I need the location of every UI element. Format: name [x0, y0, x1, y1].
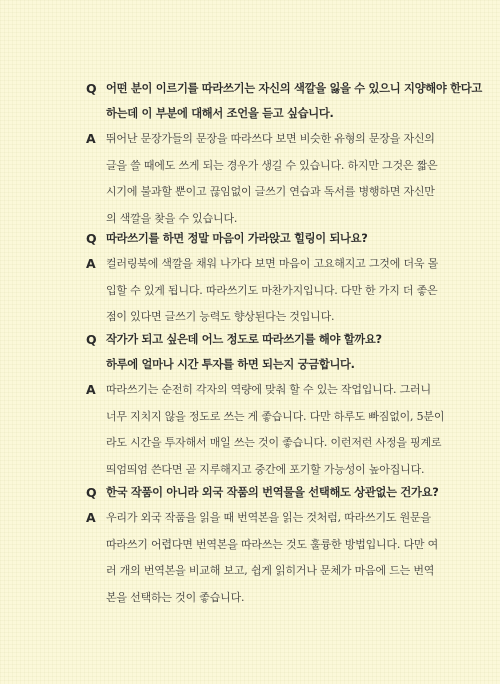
answer-line: 따라쓰기는 순전히 각자의 역량에 맞춰 할 수 있는 작업입니다. 그러니: [106, 383, 431, 396]
qa-block-4: [86, 480, 439, 611]
answer-line: 뛰어난 문장가들의 문장을 따라쓰다 보면 비슷한 유형의 문장을 자신의: [106, 132, 435, 145]
answer-line: 의 색깔을 찾을 수 있습니다.: [106, 211, 238, 225]
answer-marker: A: [86, 131, 96, 146]
question-line: 어떤 분이 이르기를 따라쓰기는 자신의 색깔을 잃을 수 있으니 지양해야 한다고: [106, 82, 482, 95]
qa-block-3: [86, 327, 445, 483]
question-marker: Q: [86, 81, 97, 96]
answer-text: [106, 377, 444, 483]
answer-line: 러 개의 번역본을 비교해 보고, 쉽게 읽히거나 문체가 마음에 드는 번역: [106, 564, 435, 577]
question-text: [106, 327, 434, 377]
answer-line: 라도 시간을 투자해서 매일 쓰는 것이 좋습니다. 이런저런 사정을 핑계로: [106, 436, 442, 449]
answer-line: 입할 수 있게 됩니다. 따라쓰기도 마찬가지입니다. 다만 한 가지 더 좋은: [106, 283, 438, 297]
question-text: [106, 226, 434, 251]
question-marker: Q: [86, 231, 97, 246]
answer-line: 따라쓰기 어렵다면 번역본을 따라쓰는 것도 훌륭한 방법입니다. 다만 여: [106, 537, 439, 551]
answer-line: 본을 선택하는 것이 좋습니다.: [106, 590, 245, 604]
answer-line: 시기에 불과할 뿐이고 끊임없이 글쓰기 연습과 독서를 병행하면 자신만: [106, 185, 435, 198]
question-text: [106, 480, 438, 505]
answer-3: [86, 377, 445, 483]
question-3: [86, 327, 434, 377]
answer-line: 글을 쓸 때에도 쓰게 되는 경우가 생길 수 있습니다. 하지만 그것은 짧은: [106, 158, 438, 172]
answer-2: [86, 251, 439, 331]
question-text: [106, 76, 482, 126]
question-marker: Q: [86, 485, 97, 500]
question-4: [86, 480, 439, 505]
question-marker: Q: [86, 332, 97, 347]
question-line: 한국 작품이 아니라 외국 작품의 번역물을 선택해도 상관없는 건가요?: [106, 486, 439, 499]
question-line: 작가가 되고 싶은데 어느 정도로 따라쓰기를 해야 할까요?: [106, 333, 382, 346]
question-line: 따라쓰기를 하면 정말 마음이 가라앉고 힐링이 되나요?: [106, 232, 368, 245]
answer-line: 너무 지치지 않을 정도로 쓰는 게 좋습니다. 다만 하루도 빠짐없이, 5분이: [106, 409, 445, 423]
question-2: [86, 226, 434, 251]
answer-line: 컬러링북에 색깔을 채워 나가다 보면 마음이 고요해지고 그것에 더욱 몰: [106, 257, 439, 270]
answer-text: [106, 126, 438, 232]
answer-marker: A: [86, 256, 96, 271]
question-1: [86, 76, 482, 126]
answer-marker: A: [86, 382, 96, 397]
qa-block-2: [86, 226, 439, 331]
answer-line: 점이 있다면 글쓰기 능력도 향상된다는 것입니다.: [106, 310, 335, 323]
answer-marker: A: [86, 510, 96, 525]
qa-block-1: [86, 76, 482, 232]
question-line: 하루에 얼마나 시간 투자를 하면 되는지 궁금합니다.: [106, 358, 355, 371]
answer-4: [86, 505, 439, 611]
answer-text: [106, 251, 438, 331]
question-line: 하는데 이 부분에 대해서 조언을 듣고 싶습니다.: [106, 107, 334, 120]
answer-line: 우리가 외국 작품을 읽을 때 번역본을 읽는 것처럼, 따라쓰기도 원문을: [106, 511, 431, 524]
answer-1: [86, 126, 438, 232]
answer-text: [106, 505, 438, 611]
answer-line: 띄엄띄엄 쓴다면 곧 지루해지고 중간에 포기할 가능성이 높아집니다.: [106, 462, 425, 476]
